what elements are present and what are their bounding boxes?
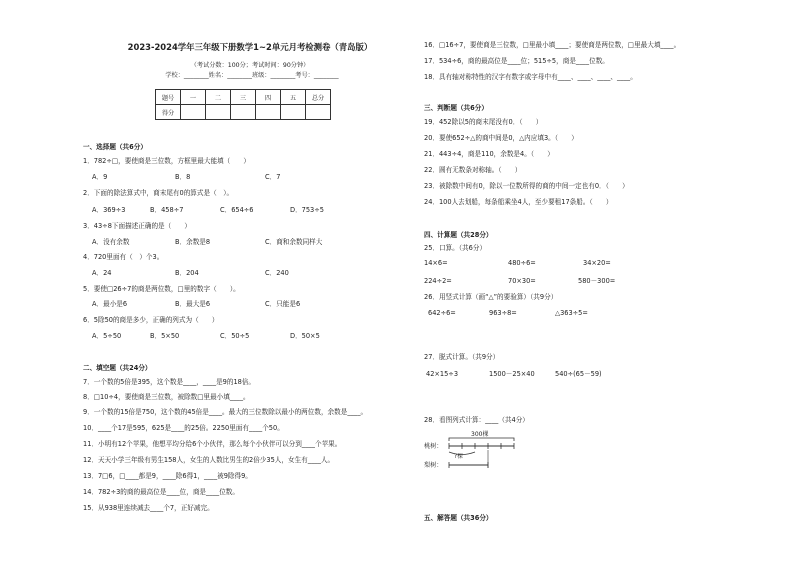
- question-16: 16．□16÷7，要使商是三位数，□里最小填____；要使商是两位数，□里最大填____。: [424, 41, 681, 49]
- option: B．458÷7: [150, 206, 184, 214]
- score-cell[interactable]: [306, 105, 331, 120]
- score-cell[interactable]: [281, 105, 306, 120]
- option: C．50÷5: [220, 332, 250, 340]
- option: A．9: [92, 173, 108, 181]
- score-table-header-row: [156, 90, 331, 105]
- question-10: 10．____个17是595，625是____的25倍。2250里面有____个50。: [83, 424, 284, 432]
- calc-item: 224÷2=: [424, 277, 452, 285]
- question-7: 7．一个数的5倍是395，这个数是____，____是9的18倍。: [83, 378, 256, 386]
- question-20: 20．要使652÷△的商中间是0，△内应填3。（ ）: [424, 134, 578, 142]
- question-17: 17．534÷6，商的最高位是____位；515÷5，商是____位数。: [424, 57, 609, 65]
- question-6: 6．5除50的商是多少，正确的列式为（ ）: [83, 316, 219, 324]
- question-8: 8．□10÷4，要使商是三位数，被除数□里最小填____。: [83, 393, 250, 401]
- question-27: 27．脱式计算。（共9分）: [424, 353, 500, 361]
- question-26: 26．用竖式计算（画“△”的要验算）（共9分）: [424, 293, 558, 301]
- question-28: 28．看图列式计算：____（共4分）: [424, 416, 529, 424]
- section-fill-blank: 二、填空题（共24分）: [83, 364, 152, 372]
- section-choice: 一、选择题（共6分）: [83, 143, 147, 151]
- score-cell: 二: [206, 90, 231, 105]
- vertical-calc-item: 963÷8=: [489, 309, 517, 317]
- option: B．5×50: [150, 332, 180, 340]
- diagram-top-label: 300棵: [471, 431, 489, 438]
- option: B．8: [175, 173, 191, 181]
- question-2: 2．下面的除法算式中，商末尾有0的算式是（ ）。: [83, 189, 234, 197]
- question-25: 25．口算。（共6分）: [424, 244, 487, 252]
- score-cell[interactable]: [231, 105, 256, 120]
- question-22: 22．圆有无数条对称轴。（ ）: [424, 166, 522, 174]
- option: A．24: [92, 269, 112, 277]
- diagram-row1-label: 桃树：: [424, 443, 443, 450]
- calc-item: 34×20=: [583, 259, 611, 267]
- score-cell: 四: [256, 90, 281, 105]
- question-19: 19．452除以5的商末尾没有0．（ ）: [424, 118, 543, 126]
- question-11: 11．小明有12个苹果，他想平均分给6个小伙伴，那么每个小伙伴可以分到____个苹果。: [83, 440, 342, 448]
- option: A．5÷50: [92, 332, 122, 340]
- question-23: 23．被除数中间有0，除以一位数所得的商的中间一定也有0．（ ）: [424, 182, 629, 190]
- diagram-lines: [424, 430, 544, 475]
- question-12: 12．天天小学三年级有男生158人，女生的人数比男生的2倍少35人，女生有____人。: [83, 456, 335, 464]
- option: C．商和余数同样大: [265, 238, 323, 246]
- question-9: 9．一个数的15倍是750，这个数的45倍是____。最大的三位数除以最小的两位数，余数是____。: [83, 408, 368, 416]
- score-cell: 总分: [306, 90, 331, 105]
- question-3: 3．43÷8下面描述正确的是（ ）: [83, 222, 192, 230]
- question-4: 4．720里面有（ ）个3。: [83, 253, 164, 261]
- option: C．7: [265, 173, 281, 181]
- line-diagram: [424, 430, 544, 475]
- step-calc-item: 1500－25×40: [489, 370, 535, 378]
- score-table: [155, 89, 331, 120]
- option: C．654÷6: [220, 206, 254, 214]
- score-cell[interactable]: [206, 105, 231, 120]
- score-cell: 五: [281, 90, 306, 105]
- page-title: 2023-2024学年三年级下册数学1~2单元月考检测卷（青岛版）: [127, 42, 373, 52]
- step-calc-item: 42×15÷3: [426, 370, 459, 378]
- diagram-mid-label: ?棵: [454, 454, 463, 460]
- option: C．只能是6: [265, 300, 301, 308]
- diagram-row2-label: 梨树：: [424, 462, 443, 469]
- section-word-problems: 五、解答题（共36分）: [424, 514, 493, 522]
- option: A．最小是6: [92, 300, 128, 308]
- question-13: 13．7□6，□____都是9，____除6得1，____被9除得9。: [83, 472, 252, 480]
- option: A．没有余数: [92, 238, 130, 246]
- question-18: 18．具有轴对称特性的汉字有数字或字母中有____、____、____、____。: [424, 73, 637, 81]
- calc-item: 70×30=: [508, 277, 536, 285]
- option: D．50×5: [290, 332, 320, 340]
- question-21: 21．443÷4，商是110，余数是4。（ ）: [424, 150, 554, 158]
- vertical-calc-item: △363÷5=: [555, 309, 588, 317]
- option: A．369÷3: [92, 206, 126, 214]
- exam-info: （考试分数：100分；考试时间：90分钟）: [190, 62, 310, 69]
- section-true-false: 三、判断题（共6分）: [424, 104, 488, 112]
- score-cell[interactable]: [181, 105, 206, 120]
- question-1: 1．782÷□，要使商是三位数，方框里最大能填（ ）: [83, 157, 251, 165]
- score-cell: 三: [231, 90, 256, 105]
- question-5: 5．要使□26÷7的商是两位数，□里的数字（ ）。: [83, 285, 240, 293]
- option: D．753÷5: [290, 206, 324, 214]
- calc-item: 14×6=: [424, 259, 448, 267]
- score-cell[interactable]: [256, 105, 281, 120]
- student-info: 学校：________姓名：________班级：________考号：________: [165, 72, 339, 79]
- question-14: 14．782÷3的商的最高位是____位，商是____位数。: [83, 488, 239, 496]
- vertical-calc-item: 642÷6=: [428, 309, 456, 317]
- score-cell: 题号: [156, 90, 181, 105]
- option: B．余数是8: [175, 238, 211, 246]
- step-calc-item: 540÷(65－59): [555, 370, 602, 378]
- question-15: 15．从938里连续减去____个7，正好减完。: [83, 504, 214, 512]
- score-cell: 得分: [156, 105, 181, 120]
- question-24: 24．100人去划船，每条船乘坐4人，至少要租17条船。（ ）: [424, 198, 613, 206]
- calc-item: 480÷6=: [508, 259, 536, 267]
- score-cell: 一: [181, 90, 206, 105]
- option: B．204: [175, 269, 199, 277]
- option: C．240: [265, 269, 289, 277]
- section-calculation: 四、计算题（共28分）: [424, 231, 493, 239]
- score-table-score-row: [156, 105, 331, 120]
- option: B．最大是6: [175, 300, 211, 308]
- calc-item: 580－300=: [578, 277, 616, 285]
